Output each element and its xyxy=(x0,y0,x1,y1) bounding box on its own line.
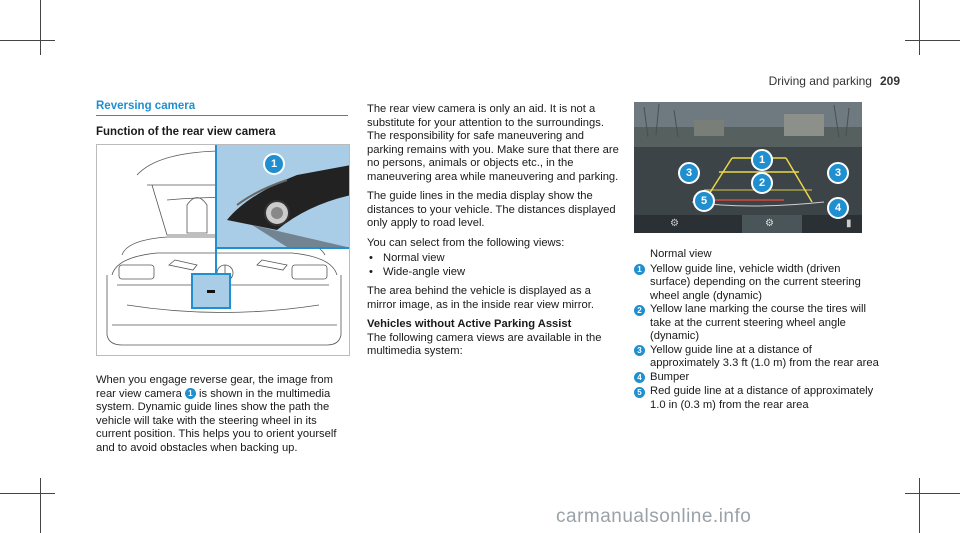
camera-detail-inset xyxy=(215,145,350,249)
bottom-bar-center-icon: ⚙ xyxy=(765,218,774,229)
legend-item: 4 Bumper xyxy=(634,371,884,386)
legend-item: 3 Yellow guide line at a distance of approximately 3.3 ft (1.0 m) from the rear area xyxy=(634,344,884,371)
header-section: Driving and parking xyxy=(768,74,872,88)
crop-mark xyxy=(905,493,960,494)
bullet-item: • Normal view xyxy=(369,252,445,264)
crop-mark xyxy=(0,493,55,494)
car-rear-figure xyxy=(96,144,350,356)
camera-location-box xyxy=(191,273,231,309)
camera-callout: 3 xyxy=(678,162,700,184)
legend-item: 1 Yellow guide line, vehicle width (driven surface) depending on the current steering wheel angle (dynamic) xyxy=(634,263,884,304)
left-text: When you engage reverse gear, the image from rear view camera xyxy=(96,374,333,400)
inline-badge: 1 xyxy=(185,388,196,399)
page-number: 209 xyxy=(879,74,900,88)
watermark: carmanualsonline.info xyxy=(556,506,752,527)
crop-mark xyxy=(919,0,920,55)
left-text-continued: is shown in the multimedia system. Dynamic guide lines show the path the vehicle will take with the steering wheel in its current position. This helps you to orient yourself and to avoid obstacles when backing up. xyxy=(96,387,337,454)
legend-item: 5 Red guide line at a distance of approximately 1.0 in (0.3 m) from the rear area xyxy=(634,385,884,412)
crop-mark xyxy=(0,40,55,41)
camera-view-figure xyxy=(634,102,862,233)
left-paragraph xyxy=(96,374,350,455)
camera-callout: 3 xyxy=(827,162,849,184)
crop-mark xyxy=(40,478,41,533)
legend-item: 2 Yellow lane marking the course the tires will take at the current steering wheel angle (dynamic) xyxy=(634,303,884,344)
subtitle: Function of the rear view camera xyxy=(96,126,276,138)
middle-paragraph-4: The area behind the vehicle is displayed as a mirror image, as in the inside rear view mirror. xyxy=(367,285,594,311)
bullet-item: • Wide-angle view xyxy=(369,265,466,278)
legend-list xyxy=(634,248,884,412)
figure-caption: Normal view xyxy=(650,248,712,260)
middle-paragraph-3: You can select from the following views: xyxy=(367,236,565,249)
middle-paragraph-2: The guide lines in the media display show the distances to your vehicle. The distances displayed only apply to road level. xyxy=(367,190,616,229)
camera-callout: 4 xyxy=(827,197,849,219)
crop-mark xyxy=(40,0,41,55)
subsection-title: Vehicles without Active Parking Assist xyxy=(367,318,572,330)
section-title: Reversing camera xyxy=(96,100,348,116)
callout-connector xyxy=(215,247,217,275)
camera-location-mark xyxy=(207,290,215,293)
camera-callout: 2 xyxy=(751,172,773,194)
page-header xyxy=(769,74,900,88)
camera-callout: 5 xyxy=(693,190,715,212)
crop-mark xyxy=(905,40,960,41)
middle-column xyxy=(367,103,619,365)
crop-mark xyxy=(919,478,920,533)
camera-callout: 1 xyxy=(751,149,773,171)
middle-paragraph-1: The rear view camera is only an aid. It is not a substitute for your attention to the surroundings. The responsibility for safe maneuvering and parking remains with you. Make sure that there are no persons, animals or objects etc., in the maneuvering area while maneuvering and parking. xyxy=(367,103,619,183)
bottom-bar-right-icon: ▮ xyxy=(846,218,852,229)
middle-paragraph-5: The following camera views are available in the multimedia system: xyxy=(367,331,602,357)
bottom-bar-left-icon: ⚙ xyxy=(670,218,679,229)
callout-badge: 1 xyxy=(263,153,285,175)
